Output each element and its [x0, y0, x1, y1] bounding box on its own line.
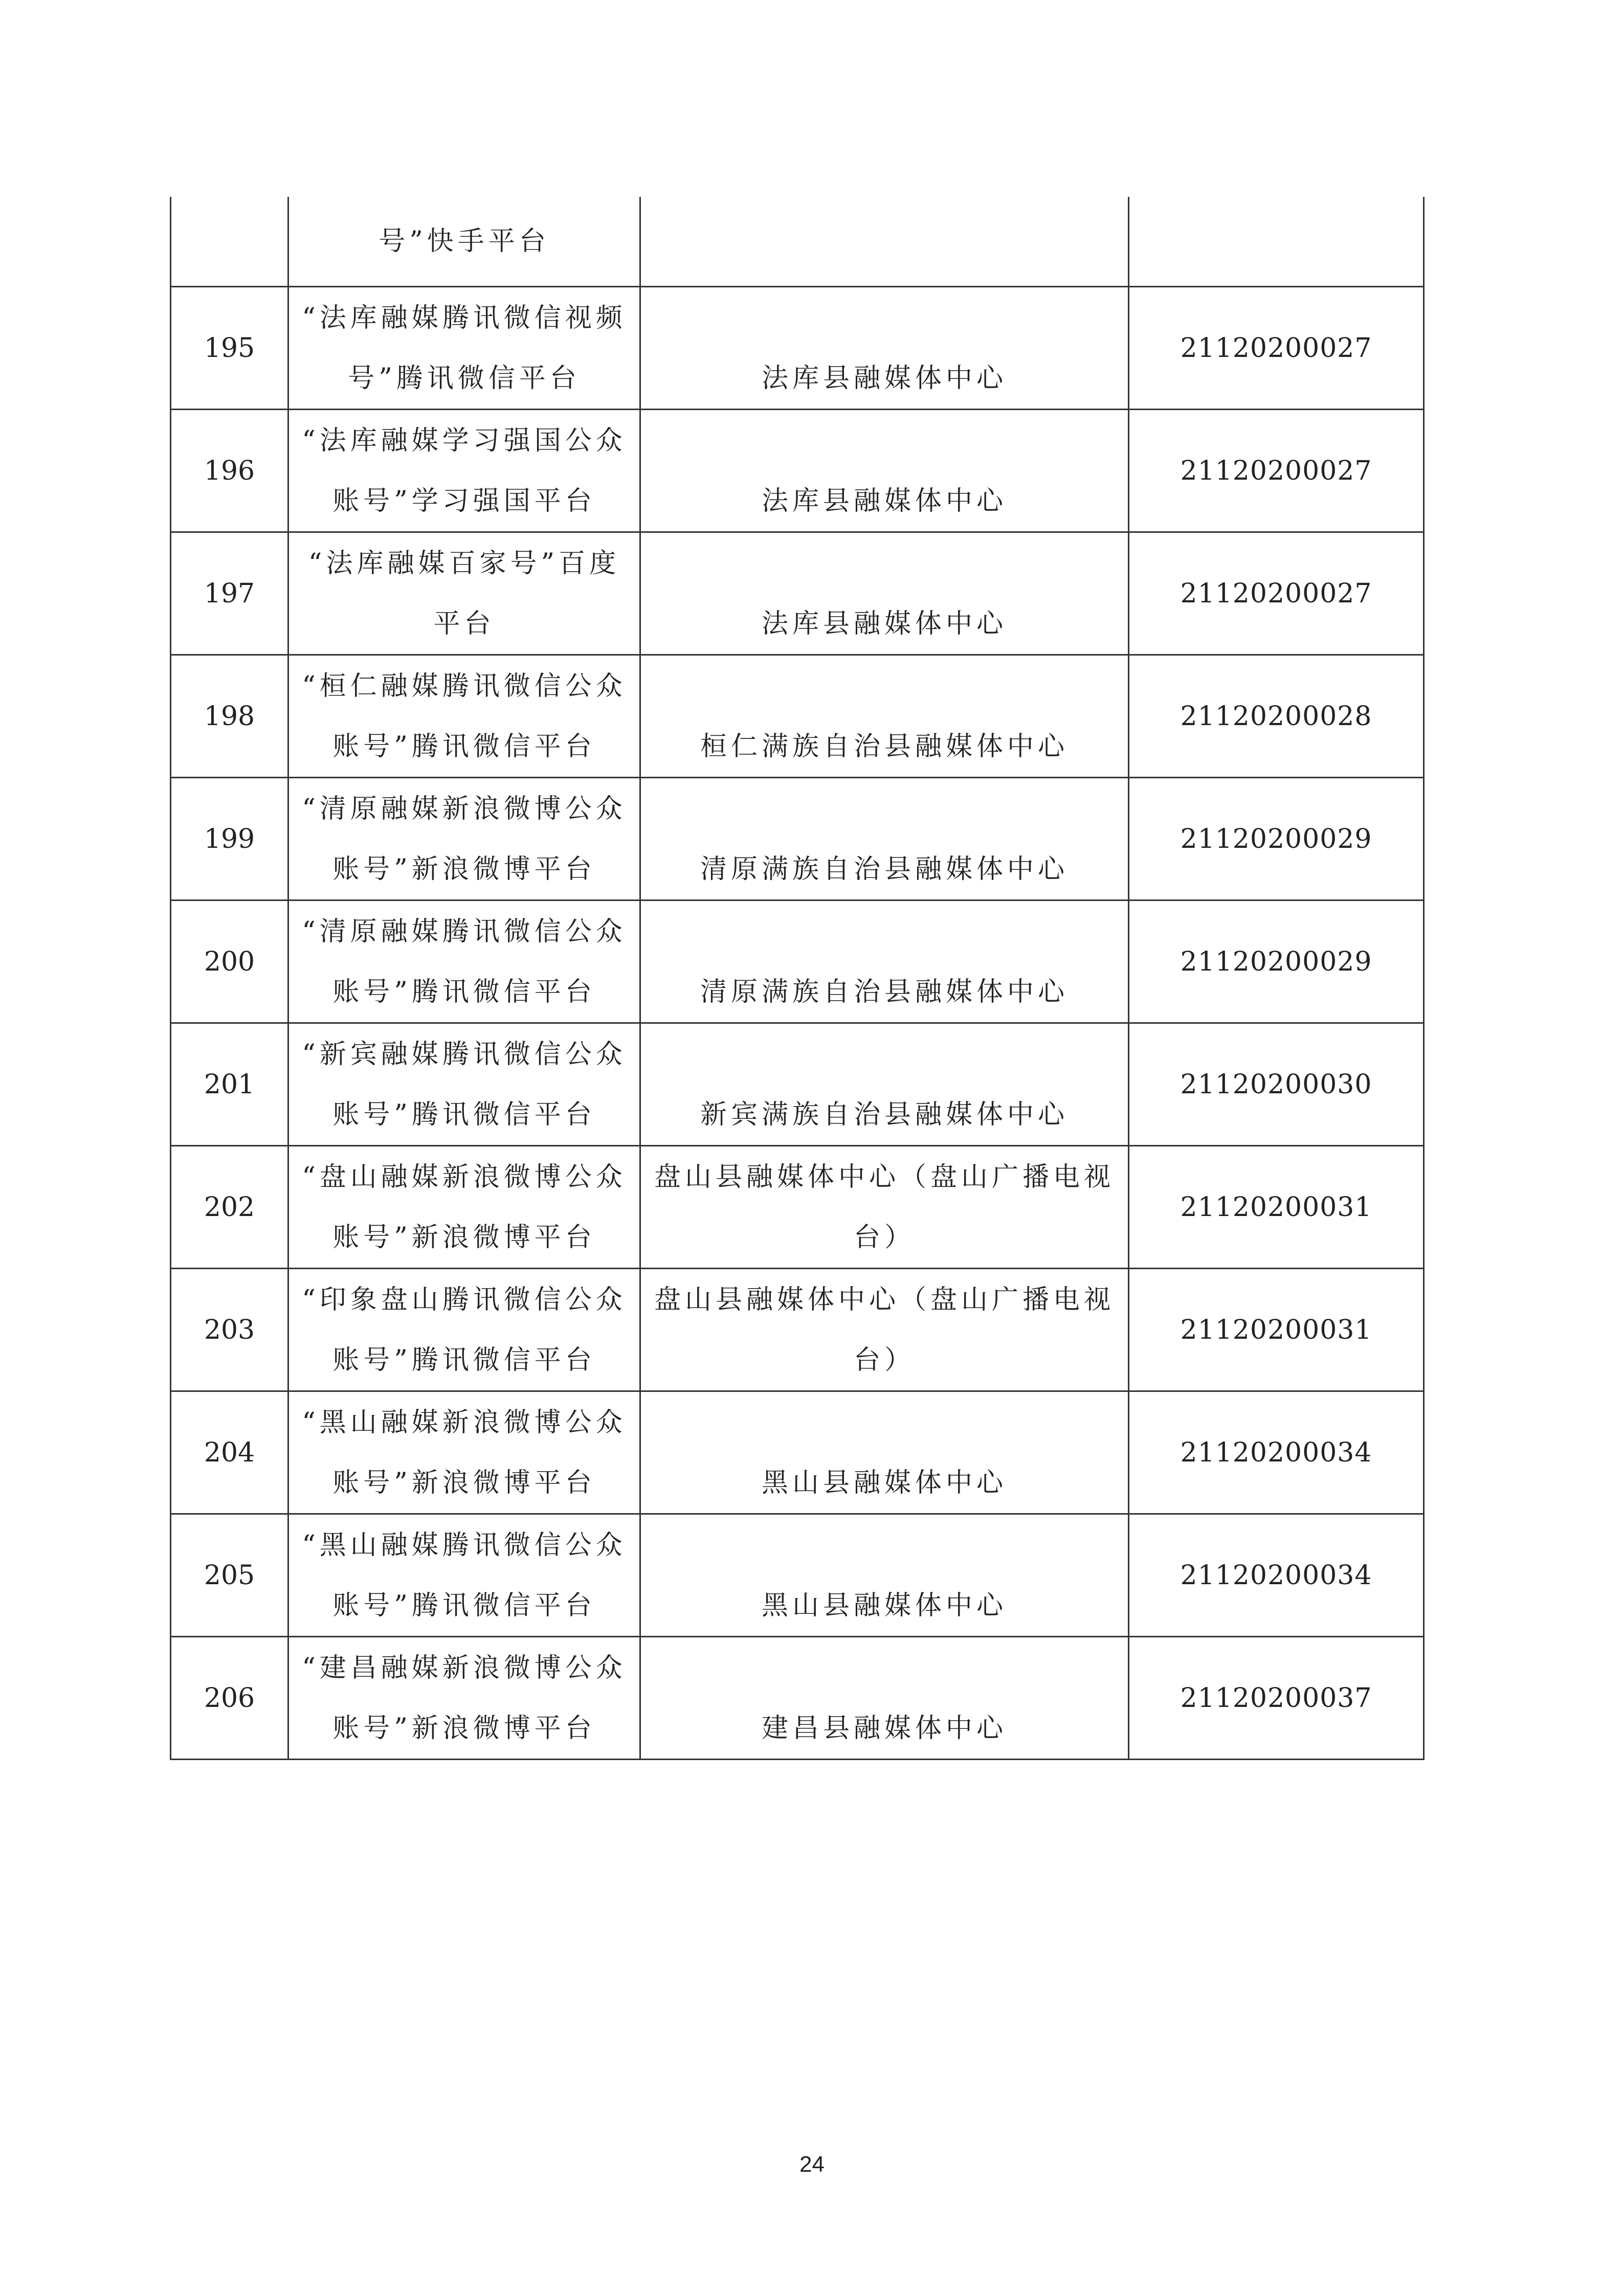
organization-cell	[640, 1146, 1129, 1269]
account-name-line2: 账号”腾讯微信平台	[332, 1099, 596, 1130]
registration-code: 21120200030	[1129, 1023, 1424, 1146]
row-number: 199	[171, 778, 288, 901]
organization-cell	[640, 197, 1129, 287]
account-name-cell	[288, 532, 640, 655]
account-name-line1: “黑山融媒新浪微博公众	[302, 1407, 627, 1438]
table-row-198	[171, 655, 1424, 778]
organization-line1: 清原满族自治县融媒体中心	[700, 976, 1069, 1007]
account-name-line2: 账号”新浪微博平台	[332, 853, 596, 885]
organization-line1: 法库县融媒体中心	[761, 363, 1007, 394]
registration-code: 21120200034	[1129, 1514, 1424, 1637]
num-cell	[171, 197, 288, 287]
organization-line1: 法库县融媒体中心	[761, 485, 1007, 516]
account-name-line1: “法库融媒学习强国公众	[302, 425, 627, 456]
account-name-cell	[288, 655, 640, 778]
registry-table-body	[171, 197, 1424, 1760]
account-name-cell	[288, 1269, 640, 1391]
table-row-195	[171, 287, 1424, 410]
organization-cell	[640, 1391, 1129, 1514]
organization-line2: 台）	[853, 1344, 915, 1376]
account-name-line1: “新宾融媒腾讯微信公众	[302, 1039, 627, 1070]
registration-code: 21120200037	[1129, 1637, 1424, 1760]
table-row-200	[171, 901, 1424, 1023]
table-row-196	[171, 410, 1424, 532]
registration-code: 21120200027	[1129, 532, 1424, 655]
account-name-line1: “盘山融媒新浪微博公众	[302, 1161, 627, 1192]
account-name-line2: 平台	[433, 608, 495, 639]
account-name-line2: 账号”腾讯微信平台	[332, 1590, 596, 1621]
row-number: 202	[171, 1146, 288, 1269]
registration-code: 21120200029	[1129, 778, 1424, 901]
registration-code: 21120200028	[1129, 655, 1424, 778]
organization-cell	[640, 1269, 1129, 1391]
account-name-line2: 号”腾讯微信平台	[348, 363, 581, 394]
table-row-continuation	[171, 197, 1424, 287]
registration-code: 21120200034	[1129, 1391, 1424, 1514]
organization-line1: 黑山县融媒体中心	[761, 1467, 1007, 1498]
table-row-201	[171, 1023, 1424, 1146]
table-row-203	[171, 1269, 1424, 1391]
organization-cell	[640, 532, 1129, 655]
row-number: 204	[171, 1391, 288, 1514]
table-row-205	[171, 1514, 1424, 1637]
organization-line1: 盘山县融媒体中心（盘山广播电视	[654, 1161, 1115, 1192]
organization-cell	[640, 1023, 1129, 1146]
row-number: 205	[171, 1514, 288, 1637]
organization-line1: 清原满族自治县融媒体中心	[700, 853, 1069, 885]
account-name-line1: “桓仁融媒腾讯微信公众	[302, 670, 627, 702]
account-name-line1: “黑山融媒腾讯微信公众	[302, 1529, 627, 1561]
account-name-cell	[288, 410, 640, 532]
account-name-cell	[288, 1146, 640, 1269]
account-name-line2: 账号”学习强国平台	[332, 485, 596, 516]
page-number: 24	[799, 2152, 825, 2177]
organization-cell	[640, 778, 1129, 901]
organization-cell	[640, 287, 1129, 410]
organization-line1: 黑山县融媒体中心	[761, 1590, 1007, 1621]
organization-line1: 新宾满族自治县融媒体中心	[700, 1099, 1069, 1130]
organization-line1: 建昌县融媒体中心	[761, 1713, 1007, 1744]
row-number: 198	[171, 655, 288, 778]
account-name-cell	[288, 1514, 640, 1637]
account-name-cell	[288, 1391, 640, 1514]
row-number: 206	[171, 1637, 288, 1760]
code-cell	[1129, 197, 1424, 287]
account-name-cell	[288, 1637, 640, 1760]
account-name-line: 号”快手平台	[379, 226, 550, 257]
account-name-cell	[288, 1023, 640, 1146]
table-row-199	[171, 778, 1424, 901]
account-name-line2: 账号”腾讯微信平台	[332, 1344, 596, 1376]
account-name-line1: “清原融媒腾讯微信公众	[302, 916, 627, 947]
organization-cell	[640, 410, 1129, 532]
row-number: 196	[171, 410, 288, 532]
row-number: 201	[171, 1023, 288, 1146]
row-number: 200	[171, 901, 288, 1023]
registry-table	[170, 197, 1425, 1760]
organization-line1: 盘山县融媒体中心（盘山广播电视	[654, 1284, 1115, 1315]
row-number: 203	[171, 1269, 288, 1391]
organization-line2: 台）	[853, 1222, 915, 1253]
account-name-line2: 账号”新浪微博平台	[332, 1713, 596, 1744]
organization-cell	[640, 655, 1129, 778]
organization-line1: 桓仁满族自治县融媒体中心	[700, 731, 1069, 762]
account-name-cell	[288, 197, 640, 287]
account-name-cell	[288, 778, 640, 901]
account-name-line1: “印象盘山腾讯微信公众	[302, 1284, 627, 1315]
table-row-206	[171, 1637, 1424, 1760]
account-name-line1: “法库融媒腾讯微信视频	[302, 302, 627, 333]
row-number: 195	[171, 287, 288, 410]
account-name-line2: 账号”新浪微博平台	[332, 1467, 596, 1498]
table-row-197	[171, 532, 1424, 655]
organization-cell	[640, 1637, 1129, 1760]
account-name-line2: 账号”腾讯微信平台	[332, 731, 596, 762]
registration-code: 21120200031	[1129, 1269, 1424, 1391]
account-name-line2: 账号”腾讯微信平台	[332, 976, 596, 1007]
account-name-line1: “法库融媒百家号”百度	[308, 548, 620, 579]
organization-cell	[640, 901, 1129, 1023]
account-name-line2: 账号”新浪微博平台	[332, 1222, 596, 1253]
registration-code: 21120200029	[1129, 901, 1424, 1023]
registration-code: 21120200031	[1129, 1146, 1424, 1269]
account-name-cell	[288, 901, 640, 1023]
account-name-line1: “清原融媒新浪微博公众	[302, 793, 627, 824]
account-name-line1: “建昌融媒新浪微博公众	[302, 1652, 627, 1683]
table-row-202	[171, 1146, 1424, 1269]
registration-code: 21120200027	[1129, 287, 1424, 410]
organization-cell	[640, 1514, 1129, 1637]
row-number: 197	[171, 532, 288, 655]
account-name-cell	[288, 287, 640, 410]
table-row-204	[171, 1391, 1424, 1514]
organization-line1: 法库县融媒体中心	[761, 608, 1007, 639]
registration-code: 21120200027	[1129, 410, 1424, 532]
